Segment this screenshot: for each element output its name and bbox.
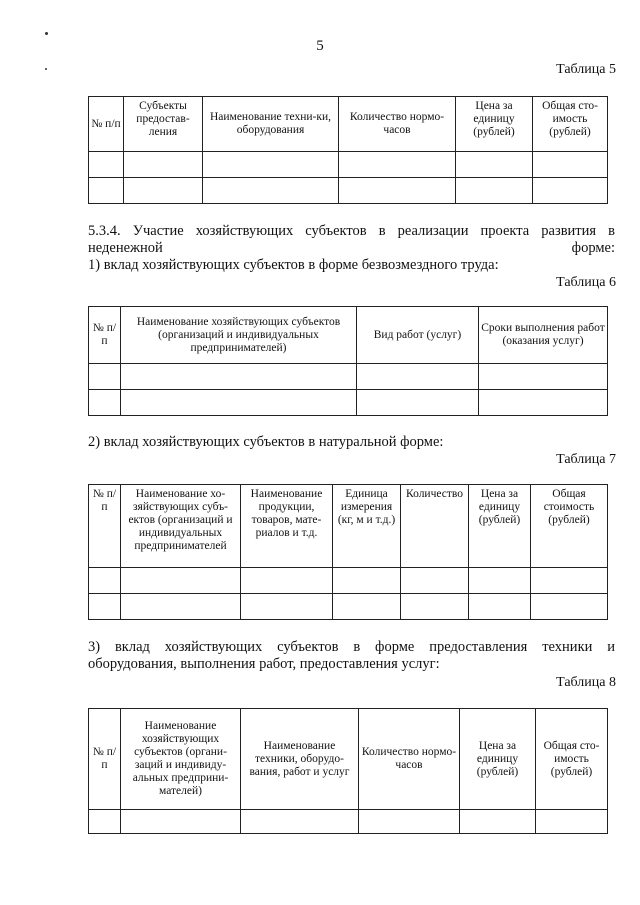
table-cell [339,178,456,204]
table8-header-cell: Общая сто-имость (рублей) [536,709,608,810]
table7-header-cell: Количество [401,485,469,568]
table7 [88,484,608,620]
table6-header-cell: Наименование хозяйствующих субъектов (организаций и индивидуальных предпринимателей) [121,307,357,364]
table-cell [536,810,608,834]
table-row [89,178,608,204]
table8-header-cell: Цена за единицу (рублей) [460,709,536,810]
table-cell [241,810,359,834]
table-cell [357,364,479,390]
table7-header-cell: № п/п [89,485,121,568]
table7-caption: Таблица 7 [556,452,616,467]
table-cell [531,568,608,594]
table-cell [479,390,608,416]
table-cell [533,178,608,204]
table-cell [456,152,533,178]
table-cell [456,178,533,204]
table7-header-cell: Наименование хо-зяйствующих субъ-ектов (организаций и индивидуальных предпринимателей [121,485,241,568]
table5-header-cell: Наименование техни-ки, оборудования [203,97,339,152]
table-cell [357,390,479,416]
margin-mark [45,68,47,70]
table5-header-cell: Общая сто-имость (рублей) [533,97,608,152]
table8-header-cell: Наименование техники, оборудо-вания, работ и услуг [241,709,359,810]
table-cell [121,364,357,390]
item2-text: 2) вклад хозяйствующих субъектов в натуральной форме: [88,434,444,450]
page-number: 5 [316,38,324,54]
table-cell [533,152,608,178]
table-cell [203,152,339,178]
table-cell [89,364,121,390]
table-cell [460,810,536,834]
table5 [88,96,608,204]
item1-text: 1) вклад хозяйствующих субъектов в форме безвозмездного труда: [88,257,499,273]
table7-header-cell: Общая стоимость (рублей) [531,485,608,568]
table-cell [121,594,241,620]
table-cell [339,152,456,178]
section-534-heading: 5.3.4. Участие хозяйствующих субъектов в реализации проекта развития в неденежной форме: [88,223,615,256]
table5-header-cell: Субъекты предостав-ления [124,97,203,152]
table7-header-row [89,485,608,568]
table-cell [531,594,608,620]
table-cell [333,594,401,620]
table6-header-cell: Сроки выполнения работ (оказания услуг) [479,307,608,364]
table-cell [121,390,357,416]
table7-header-cell: Наименование продукции, товаров, мате-риалов и т.д. [241,485,333,568]
table7-header-cell: Единица измерения (кг, м и т.д.) [333,485,401,568]
table7-header-cell: Цена за единицу (рублей) [469,485,531,568]
table8-caption: Таблица 8 [556,675,616,690]
table-cell [121,568,241,594]
table-row [89,390,608,416]
table6-header-row [89,307,608,364]
table-cell [359,810,460,834]
table-cell [89,390,121,416]
table6-header-cell: Вид работ (услуг) [357,307,479,364]
table6 [88,306,608,416]
table5-header-row [89,97,608,152]
table-cell [124,178,203,204]
table-cell [203,178,339,204]
table-cell [479,364,608,390]
table-cell [89,568,121,594]
table8-header-cell: № п/п [89,709,121,810]
table-cell [333,568,401,594]
table8-header-row [89,709,608,810]
table-cell [89,594,121,620]
table-cell [124,152,203,178]
table8-header-cell: Наименование хозяйствующих субъектов (органи-заций и индивиду-альных предприни-мателей) [121,709,241,810]
table8-header-cell: Количество нормо-часов [359,709,460,810]
table-cell [401,568,469,594]
table5-header-cell: Количество нормо-часов [339,97,456,152]
table-cell [401,594,469,620]
table-cell [469,594,531,620]
table-row [89,594,608,620]
table-row [89,810,608,834]
table6-caption: Таблица 6 [556,275,616,290]
table-row [89,364,608,390]
table6-header-cell: № п/п [89,307,121,364]
table-cell [469,568,531,594]
table5-caption: Таблица 5 [556,62,616,77]
table-cell [89,178,124,204]
table5-header-cell: № п/п [89,97,124,152]
table-cell [89,810,121,834]
table-cell [241,568,333,594]
table-row [89,152,608,178]
table8 [88,708,608,834]
table-cell [241,594,333,620]
table-cell [121,810,241,834]
item3-text: 3) вклад хозяйствующих субъектов в форме предоставления техники и оборудования, выполнения работ, предоставления услуг: [88,639,615,672]
table-row [89,568,608,594]
margin-mark [45,32,48,35]
table-cell [89,152,124,178]
table5-header-cell: Цена за единицу (рублей) [456,97,533,152]
